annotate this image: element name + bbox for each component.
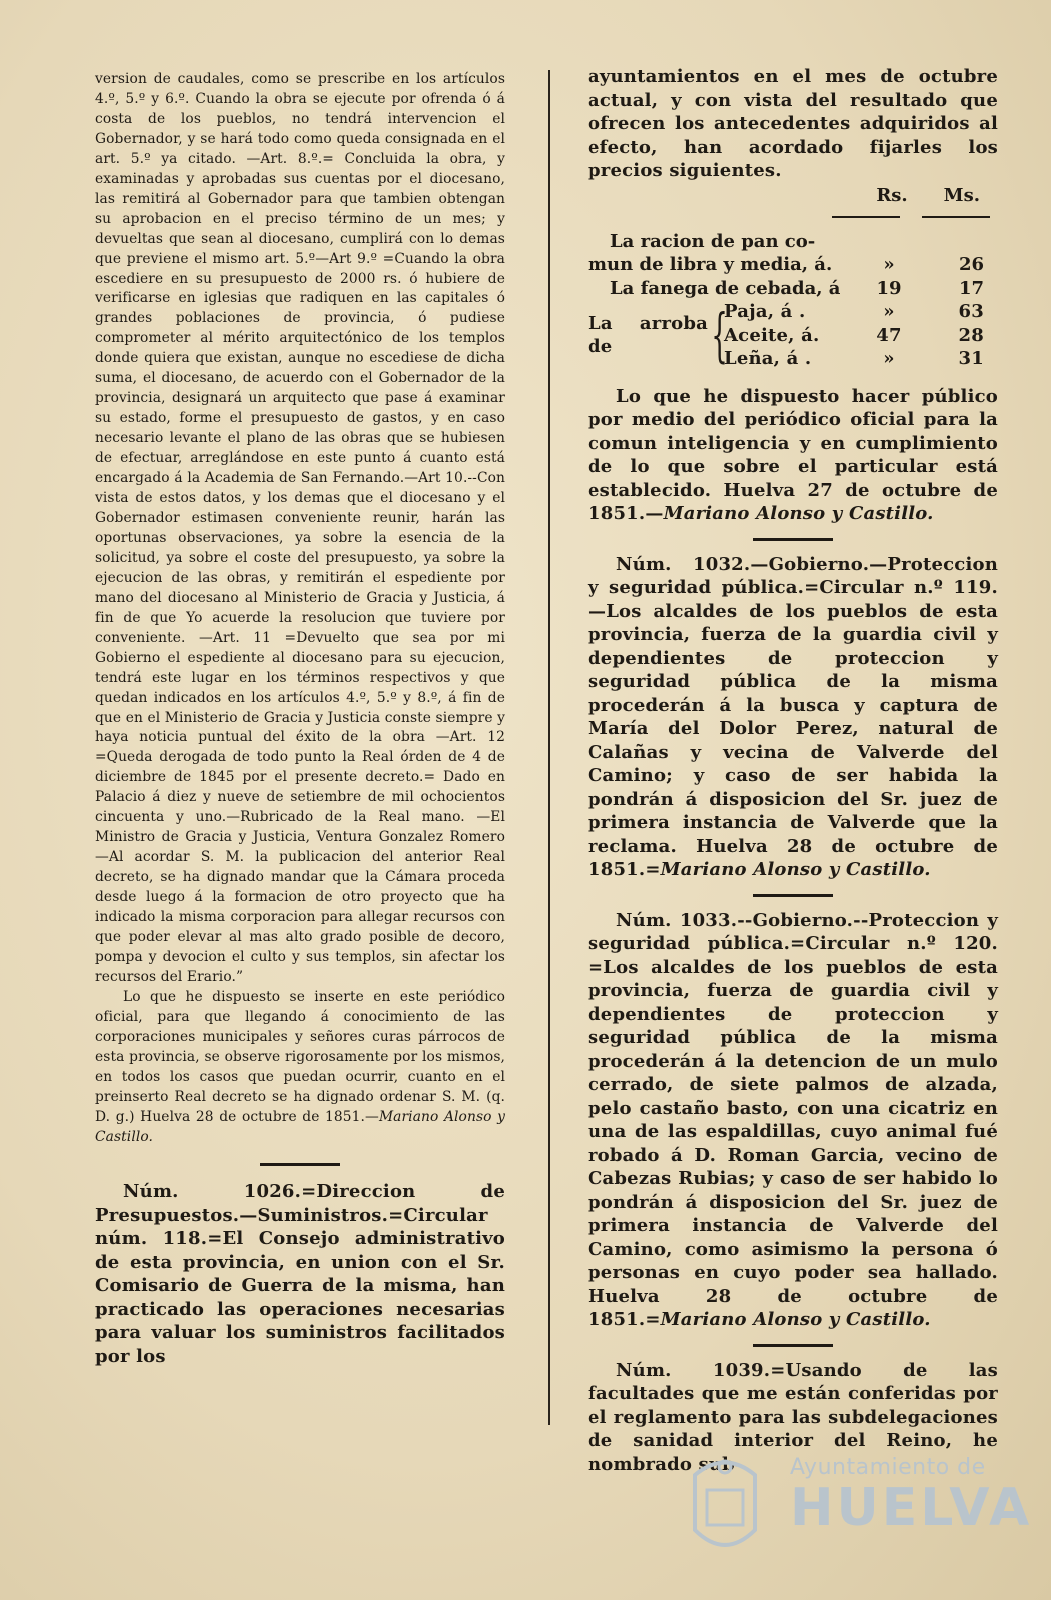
notice-1033-paragraph: Núm. 1033.--Gobierno.--Proteccion y seguridad pública.=Circular n.º 120. =Los alcaldes de los pueblos de esta provincia, fuerza de guardia civil y dependientes de proteccion y seguridad pública de la misma procederán á la detencion de un mulo cerrado, de siete palmos de alzada, pelo castaño basto, con una cicatriz en una de las espaldillas, cuyo animal fué robado á D. Roman Garcia, vecino de Cabezas Rubias; y caso de ser habido lo pondrán á disposicion del Sr. juez de primera instancia de Valverde del Camino, como asimismo la persona ó personas en cuyo poder sea hallado. Huelva 28 de octubre de 1851.=Mariano Alonso y Castillo.	[588, 909, 998, 1330]
section-rule	[260, 1163, 340, 1166]
section-rule	[753, 894, 833, 897]
section-rule	[753, 538, 833, 541]
arroba-label: La arroba de	[588, 312, 708, 358]
price-ms: 17	[958, 277, 984, 299]
right-column	[588, 65, 998, 1476]
price-row	[588, 253, 998, 277]
watermark-line1: Ayuntamiento de	[790, 1455, 986, 1480]
notice-1032-signature: Mariano Alonso y Castillo.	[660, 859, 931, 880]
watermark-line2: HUELVA	[790, 1478, 1033, 1538]
notice-1033-signature: Mariano Alonso y Castillo.	[660, 1309, 931, 1330]
arroba-group	[588, 300, 998, 371]
price-table-header	[588, 185, 998, 206]
archive-watermark	[790, 1455, 1033, 1555]
price-label: La fanega de cebada, á	[610, 277, 841, 299]
col-ms-header: Ms.	[943, 184, 980, 206]
decree-paragraph: version de caudales, como se prescribe en los artículos 4.º, 5.º y 6.º. Cuando la obra se ejecute por ofrenda ó á costa de los pueblos, no tendrá intervencion el Gobernador, y se hará todo como queda consignada en el art. 5.º ya citado. —Art. 8.º.= Concluida la obra, y examinadas y aprobadas sus cuentas por el diocesano, las remitirá al Gobernador para que tambien obtengan su aprobacion en el preciso término de un mes; y devueltas que sean al diocesano, cumplirá con lo demas que previene el mismo art. 5.º—Art 9.º =Cuando la obra escediere en su presupuesto de 2000 rs. ó hubiere de verificarse en iglesias que radiquen en las capitales ó grandes poblaciones de provincia, ó pudiese comprometer al mérito arquitectónico de los templos donde quiera que existan, aunque no escediese de dicha suma, el diocesano, de acuerdo con el Gobernador de la provincia, designará un arquitecto que pase á examinar su estado, forme el presupuesto de gastos, y en caso necesario levante el plano de las obras que se hubiesen de efectuar, arreglándose en este punto á cuanto está encargado á la Academia de San Fernando.—Art 10.--Con vista de estos datos, y los demas que el diocesano y el Gobernador estimasen conveniente reunir, harán las oportunas observaciones, ya sobre la esencia de la solicitud, ya sobre el coste del presupuesto, ya sobre la ejecucion de las obras, y remitirán el espediente por mano del diocesano al Ministerio de Gracia y Justicia, á fin de que Yo acuerde la resolucion que tuviere por conveniente. —Art. 11 =Devuelto que sea por mi Gobierno el espediente al diocesano para su ejecucion, tendrá este lugar en los términos respectivos y que quedan indicados en los artículos 4.º, 5.º y 8.º, á fin de que en el Ministerio de Gracia y Justicia conste siempre y haya noticia puntual del éxito de la obra —Art. 12 =Queda derogada de todo punto la Real órden de 4 de diciembre de 1845 por el presente decreto.= Dado en Palacio á diez y nueve de setiembre de mil ochocientos cincuenta y uno.—Rubricado de la Real mano. —El Ministro de Gracia y Justicia, Ventura Gonzalez Romero —Al acordar S. M. la publicacion del anterior Real decreto, se ha dignado mandar que la Cámara proceda desde luego á la formacion de otro proyecto que ha indicado la misma corporacion para allegar recursos con que poder elevar al mas alto grado posible de decoro, pompa y devocion el culto y sus templos, sin afectar los recursos del Erario.”	[95, 71, 505, 985]
price-label: mun de libra y media, á.	[588, 254, 833, 275]
price-row	[588, 277, 998, 301]
brace-glyph: {	[711, 301, 728, 370]
city-shield-icon	[685, 1445, 765, 1565]
closing-text: Lo que he dispuesto se inserte en este periódico oficial, para que llegando á conocimiento de las corporaciones municipales y señores curas párrocos de esta provincia, se observe rigorosamente por los mismos, en todos los casos que puedan ocurrir, cuanto en el preinserto Real decreto se ha dignado ordenar S. M. (q. D. g.) Huelva 28 de octubre de 1851.—	[95, 988, 505, 1125]
intro-text: ayuntamientos en el mes de octubre actual, y con vista del resultado que ofrecen los antecedentes adquiridos al efecto, han acordado fijarles los precios siguientes.	[588, 66, 998, 181]
price-header-rules	[588, 216, 998, 218]
publication-paragraph: Lo que he dispuesto hacer público por medio del periódico oficial para la comun inteligencia y en cumplimiento de lo que sobre el particular está establecido. Huelva 27 de octubre de 1851.—Mariano Alonso y Castillo.	[588, 385, 998, 524]
notice-1026-text: Núm. 1026.=Direccion de Presupuestos.—Suministros.=Circular núm. 118.=El Consejo administrativo de esta provincia, en union con el Sr. Comisario de Guerra de la misma, han practicado las operaciones necesarias para valuar los suministros facilitados por los	[95, 1181, 505, 1367]
royal-decree-text	[95, 70, 505, 1147]
left-column	[95, 70, 505, 1368]
closing-paragraph	[95, 988, 505, 1148]
arroba-item: Leña, á . » 31	[724, 348, 984, 369]
arroba-item: Paja, á . » 63	[724, 301, 984, 322]
price-label: La racion de pan co-	[610, 230, 816, 252]
price-table	[588, 230, 998, 301]
section-rule	[753, 1344, 833, 1347]
notice-1033	[588, 909, 998, 1332]
notice-1032-paragraph: Núm. 1032.—Gobierno.—Proteccion y seguridad pública.=Circular n.º 119. —Los alcaldes de los pueblos de esta provincia, fuerza de la guardia civil y dependientes de proteccion y seguridad pública de la misma procederán á la busca y captura de María del Dolor Perez, natural de Calañas y vecina de Valverde del Camino; y caso de ser habida la pondrán á disposicion del Sr. juez de primera instancia de Valverde que la reclama. Huelva 28 de octubre de 1851.=Mariano Alonso y Castillo.	[588, 553, 998, 880]
publication-signature: Mariano Alonso y Castillo.	[663, 503, 934, 524]
price-ms: 26	[958, 254, 984, 275]
col-rs-header: Rs.	[876, 184, 908, 206]
price-row	[588, 230, 998, 254]
notice-1026-continued	[588, 65, 998, 183]
notice-1039-text: Núm. 1039.=Usando de las facultades que me están conferidas por el reglamento para las subdelegaciones de sanidad interior del Reino, he nombrado sub-	[588, 1359, 998, 1475]
notice-1026	[95, 1180, 505, 1368]
arroba-item: Aceite, á. 47 28	[724, 324, 984, 346]
column-divider	[548, 70, 550, 1425]
price-rs: 19	[876, 277, 902, 299]
closing-signature: Mariano Alonso y Castillo.	[95, 1108, 505, 1145]
publication-notice	[588, 385, 998, 526]
price-rs: »	[883, 254, 895, 275]
notice-1032	[588, 553, 998, 882]
arroba-items	[724, 300, 998, 371]
